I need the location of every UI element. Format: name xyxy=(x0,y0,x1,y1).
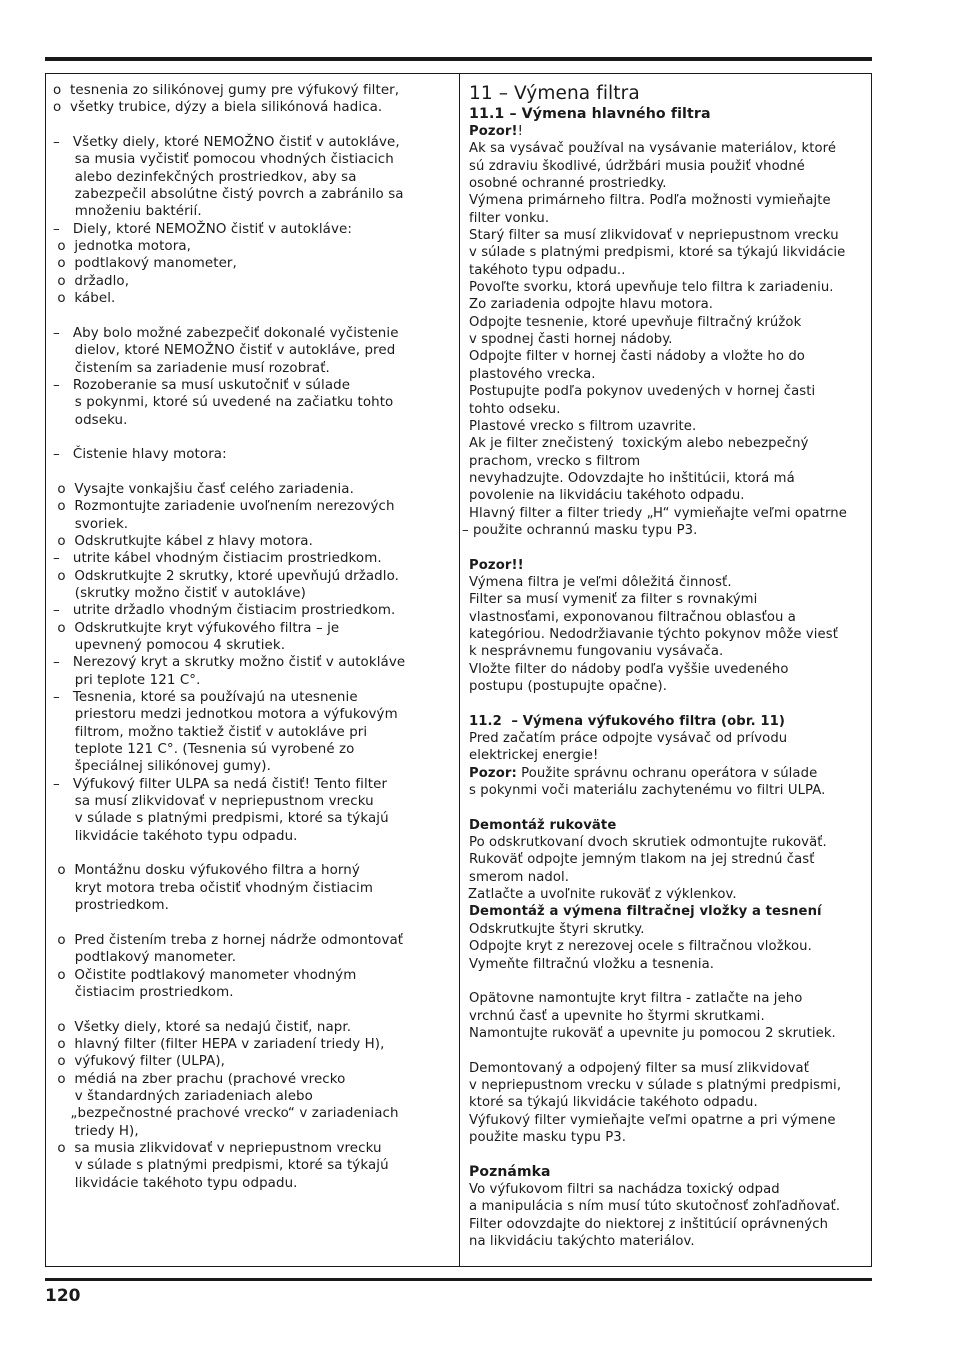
text-line: teplote 121 C°. (Tesnenia sú vyrobené zo xyxy=(53,742,355,758)
text-line: Filter odovzdajte do niektorej z inštitúcií oprávnených xyxy=(469,1216,829,1232)
left-column xyxy=(53,82,453,1192)
blank-line xyxy=(53,464,453,481)
filter-replacement-notes xyxy=(469,574,867,695)
text-line: elektrickej energie! xyxy=(469,748,599,764)
text-line: ktoré sa týkajú likvidácie takéhoto odpadu. xyxy=(469,1095,758,1111)
text-line: v súlade s platnými predpismi, ktoré sa týkajú xyxy=(53,811,389,827)
text-line: Výfukový filter vymieňajte veľmi opatrne a pri výmene xyxy=(469,1112,836,1128)
text-line: sú zdraviu škodlivé, údržbári musia použiť vhodné xyxy=(469,158,805,174)
text-line: prostriedkom. xyxy=(53,898,169,914)
text-line: o Vysajte vonkajšiu časť celého zariadenia. xyxy=(53,481,354,497)
text-line: – Diely, ktoré NEMOŽNO čistiť v autokláve: xyxy=(53,221,352,237)
text-line: čistiacim prostriedkom. xyxy=(53,984,234,1000)
text-line: plastového vrecka. xyxy=(469,366,596,382)
text-line: o hlavný filter (filter HEPA v zariadení triedy H), xyxy=(53,1036,385,1052)
text-line: Filter sa musí vymeniť za filter s rovnakými xyxy=(469,592,758,608)
blank-line xyxy=(53,1001,453,1018)
text-line: a manipulácia s ním musí túto skutočnosť zohľadňovať. xyxy=(469,1199,841,1215)
page-number: 120 xyxy=(45,1286,81,1306)
text-line: o Očistite podtlakový manometer vhodným xyxy=(53,967,357,983)
column-divider xyxy=(459,73,460,1267)
blank-line xyxy=(53,117,453,134)
blank-line xyxy=(53,307,453,324)
text-line: s pokynmi, ktoré sú uvedené na začiatku tohto xyxy=(53,395,394,411)
text-line: pri teplote 121 C°. xyxy=(53,672,201,688)
handle-removal-heading: Demontáž rukoväte xyxy=(469,817,617,833)
text-line: – Aby bolo možné zabezpečiť dokonalé vyčistenie xyxy=(53,325,399,341)
note-text xyxy=(469,1181,867,1250)
warning-3-continued: s pokynmi voči materiálu zachytenému vo filtri ULPA. xyxy=(469,783,826,799)
warning-1-suffix: ! xyxy=(517,124,523,139)
text-line: Hlavný filter a filter triedy „H“ vymieňajte veľmi opatrne xyxy=(469,505,847,521)
text-line: tohto odseku. xyxy=(469,401,561,417)
text-line: čistením sa zariadenie musí rozobrať. xyxy=(53,360,330,376)
blank-line xyxy=(53,915,453,932)
handle-release-step: Zatlačte a uvoľnite rukoväť z výklenkov. xyxy=(468,887,737,903)
text-line: – Tesnenia, ktoré sa používajú na utesnenie xyxy=(53,690,358,706)
text-line: osobné ochranné prostriedky. xyxy=(469,176,667,192)
text-line: špeciálnej silikónovej gumy). xyxy=(53,759,271,775)
text-line: o podtlakový manometer, xyxy=(53,256,237,272)
warning-2-label: Pozor!! xyxy=(469,557,524,573)
reassembly-steps xyxy=(469,990,867,1042)
text-line: o Rozmontujte zariadenie uvoľnením nerezových xyxy=(53,499,395,515)
warning-3 xyxy=(469,765,867,782)
text-line: Vložte filter do nádoby podľa vyššie uvedeného xyxy=(469,661,789,677)
text-line: Výmena filtra je veľmi dôležitá činnosť. xyxy=(469,574,732,590)
text-line: o Montážnu dosku výfukového filtra a horný xyxy=(53,863,360,879)
top-rule xyxy=(45,57,872,61)
text-line: o jednotka motora, xyxy=(53,239,191,255)
text-line: Zo zariadenia odpojte hlavu motora. xyxy=(469,297,714,313)
text-line: – Čistenie hlavy motora: xyxy=(53,447,227,463)
text-line: Rukoväť odpojte jemným tlakom na jej strednú časť xyxy=(469,852,815,868)
subsection-title-exhaust-filter: 11.2 – Výmena výfukového filtra (obr. 11) xyxy=(469,713,786,729)
text-line: – Rozoberanie sa musí uskutočniť v súlade xyxy=(53,377,351,393)
text-line: Odskrutkujte štyri skrutky. xyxy=(469,921,645,937)
text-line: likvidácie takéhoto typu odpadu. xyxy=(53,1175,298,1191)
text-line: o Všetky diely, ktoré sa nedajú čistiť, napr. xyxy=(53,1019,352,1035)
section-title: 11 – Výmena filtra xyxy=(469,83,640,104)
text-line: o tesnenia zo silikónovej gumy pre výfukový filter, xyxy=(53,83,400,98)
bottom-rule xyxy=(45,1278,872,1281)
text-line: v súlade s platnými predpismi, ktoré sa týkajú likvidácie xyxy=(469,245,846,261)
text-line: – Všetky diely, ktoré NEMOŽNO čistiť v autokláve, xyxy=(53,135,400,151)
text-line: v súlade s platnými predpismi, ktoré sa týkajú xyxy=(53,1158,389,1174)
text-line: alebo dezinfekčných prostriedkov, aby sa xyxy=(53,169,357,185)
text-line: smerom nadol. xyxy=(469,869,570,885)
text-line: o Pred čistením treba z hornej nádrže odmontovať xyxy=(53,932,404,948)
text-line: Postupujte podľa pokynov uvedených v hornej časti xyxy=(469,384,816,400)
text-line: množeniu baktérií. xyxy=(53,204,202,220)
text-line: podtlakový manometer. xyxy=(53,950,237,966)
filter-replacement-steps xyxy=(469,921,867,973)
text-line: vrchnú časť a upevnite ho štyrmi skrutkami. xyxy=(469,1008,765,1024)
text-line: Ak sa vysávač používal na vysávanie materiálov, ktoré xyxy=(469,141,837,157)
text-line: Ak je filter znečistený toxickým alebo nebezpečný xyxy=(469,436,809,452)
text-line: v nepriepustnom vrecku v súlade s platnými predpismi, xyxy=(469,1077,842,1093)
text-line: povolenie na likvidáciu takéhoto odpadu. xyxy=(469,488,745,504)
text-line: Výmena primárneho filtra. Podľa možnosti vymieňajte xyxy=(469,193,831,209)
warning-3-label: Pozor: xyxy=(469,765,517,781)
text-line: Odpojte tesnenie, ktoré upevňuje filtračný krúžok xyxy=(469,314,802,330)
text-line: filter vonku. xyxy=(469,210,550,226)
text-line: Vymeňte filtračnú vložku a tesnenia. xyxy=(469,956,715,972)
handle-removal-steps xyxy=(469,834,867,886)
text-line: o držadlo, xyxy=(53,273,130,289)
text-line: Plastové vrecko s filtrom uzavrite. xyxy=(469,418,697,434)
disposal-instructions xyxy=(469,1060,867,1147)
text-line: o sa musia zlikvidovať v nepriepustnom vrecku xyxy=(53,1140,382,1156)
text-line: sa musia vyčistiť pomocou vhodných čistiacich xyxy=(53,152,394,168)
text-line: Opätovne namontujte kryt filtra - zatlačte na jeho xyxy=(469,991,803,1007)
text-line: Odpojte filter v hornej časti nádoby a vložte ho do xyxy=(469,349,805,365)
subsection-title-main-filter: 11.1 – Výmena hlavného filtra xyxy=(469,106,711,122)
text-line: upevnený pomocou 4 skrutiek. xyxy=(53,638,286,653)
text-line: o výfukový filter (ULPA), xyxy=(53,1054,226,1070)
text-line: o Odskrutkujte kábel z hlavy motora. xyxy=(53,533,313,549)
text-line: kategóriou. Nedodržiavanie týchto pokynov môže viesť xyxy=(469,626,839,642)
text-line: (skrutky možno čistiť v autokláve) xyxy=(53,585,306,601)
text-line: prachom, vrecko s filtrom xyxy=(469,453,641,469)
warning-1 xyxy=(469,123,867,140)
text-line: – Nerezový kryt a skrutky možno čistiť v autokláve xyxy=(53,655,406,671)
text-line: o kábel. xyxy=(53,291,116,307)
text-line: k nesprávnemu fungovaniu vysávača. xyxy=(469,644,724,660)
warning-1-label: Pozor! xyxy=(469,124,518,139)
blank-line xyxy=(53,429,453,446)
text-line: použite masku typu P3. xyxy=(469,1129,627,1145)
note-heading: Poznámka xyxy=(469,1163,551,1180)
text-line: svoriek. xyxy=(53,516,129,532)
text-line: takéhoto typu odpadu.. xyxy=(469,262,626,278)
exhaust-filter-intro xyxy=(469,730,867,765)
text-line: odseku. xyxy=(53,412,128,428)
text-line: o médiá na zber prachu (prachové vrecko xyxy=(53,1071,346,1087)
filter-replacement-heading: Demontáž a výmena filtračnej vložky a tesnení xyxy=(469,904,822,920)
text-line: v spodnej časti hornej nádoby. xyxy=(469,332,673,348)
text-line: nevyhadzujte. Odovzdajte ho inštitúcii, ktorá má xyxy=(469,470,795,486)
text-line: v štandardných zariadeniach alebo xyxy=(53,1088,313,1104)
text-line: – utrite držadlo vhodným čistiacim prostriedkom. xyxy=(53,603,396,619)
text-line: „bezpečnostné prachové vrecko“ v zariadeniach xyxy=(53,1106,399,1122)
text-line: zabezpečil absolútne čistý povrch a zabránilo sa xyxy=(53,187,404,203)
text-line: Namontujte rukoväť a upevnite ju pomocou 2 skrutiek. xyxy=(469,1025,836,1041)
text-line: priestoru medzi jednotkou motora a výfukovým xyxy=(53,707,398,723)
text-line: Povoľte svorku, ktorá upevňuje telo filtra k zariadeniu. xyxy=(469,280,834,296)
text-line: filtrom, možno taktiež čistiť v autokláve pri xyxy=(53,724,368,740)
text-line: Vo výfukovom filtri sa nachádza toxický odpad xyxy=(469,1181,780,1197)
text-line: vlastnosťami, exponovanou filtračnou oblasťou a xyxy=(469,609,796,625)
text-line: Pred začatím práce odpojte vysávač od prívodu xyxy=(469,731,788,747)
text-line: o všetky trubice, dýzy a biela silikónová hadica. xyxy=(53,100,383,116)
right-column xyxy=(462,83,867,1250)
main-filter-instructions xyxy=(469,140,867,522)
text-line: na likvidáciu takýchto materiálov. xyxy=(469,1234,695,1249)
mask-instruction: – použite ochrannú masku typu P3. xyxy=(462,522,698,538)
text-line: – utrite kábel vhodným čistiacim prostriedkom. xyxy=(53,551,382,567)
blank-line xyxy=(53,845,453,862)
text-line: Starý filter sa musí zlikvidovať v nepriepustnom vrecku xyxy=(469,228,839,244)
text-line: – Výfukový filter ULPA sa nedá čistiť! Tento filter xyxy=(53,776,388,792)
text-line: kryt motora treba očistiť vhodným čistiacim xyxy=(53,880,373,896)
text-line: Demontovaný a odpojený filter sa musí zlikvidovať xyxy=(469,1060,809,1076)
text-line: Odpojte kryt z nerezovej ocele s filtračnou vložkou. xyxy=(469,939,812,955)
text-line: triedy H), xyxy=(53,1123,139,1139)
text-line: o Odskrutkujte kryt výfukového filtra – je xyxy=(53,620,340,636)
text-line: likvidácie takéhoto typu odpadu. xyxy=(53,828,298,844)
text-line: Po odskrutkovaní dvoch skrutiek odmontujte rukoväť. xyxy=(469,835,827,851)
warning-3-text: Použite správnu ochranu operátora v súlade xyxy=(516,765,818,781)
text-line: sa musí zlikvidovať v nepriepustnom vrecku xyxy=(53,794,374,810)
text-line: dielov, ktoré NEMOŽNO čistiť v autokláve, pred xyxy=(53,343,396,359)
text-line: o Odskrutkujte 2 skrutky, ktoré upevňujú držadlo. xyxy=(53,568,399,584)
text-line: postupu (postupujte opačne). xyxy=(469,679,667,694)
